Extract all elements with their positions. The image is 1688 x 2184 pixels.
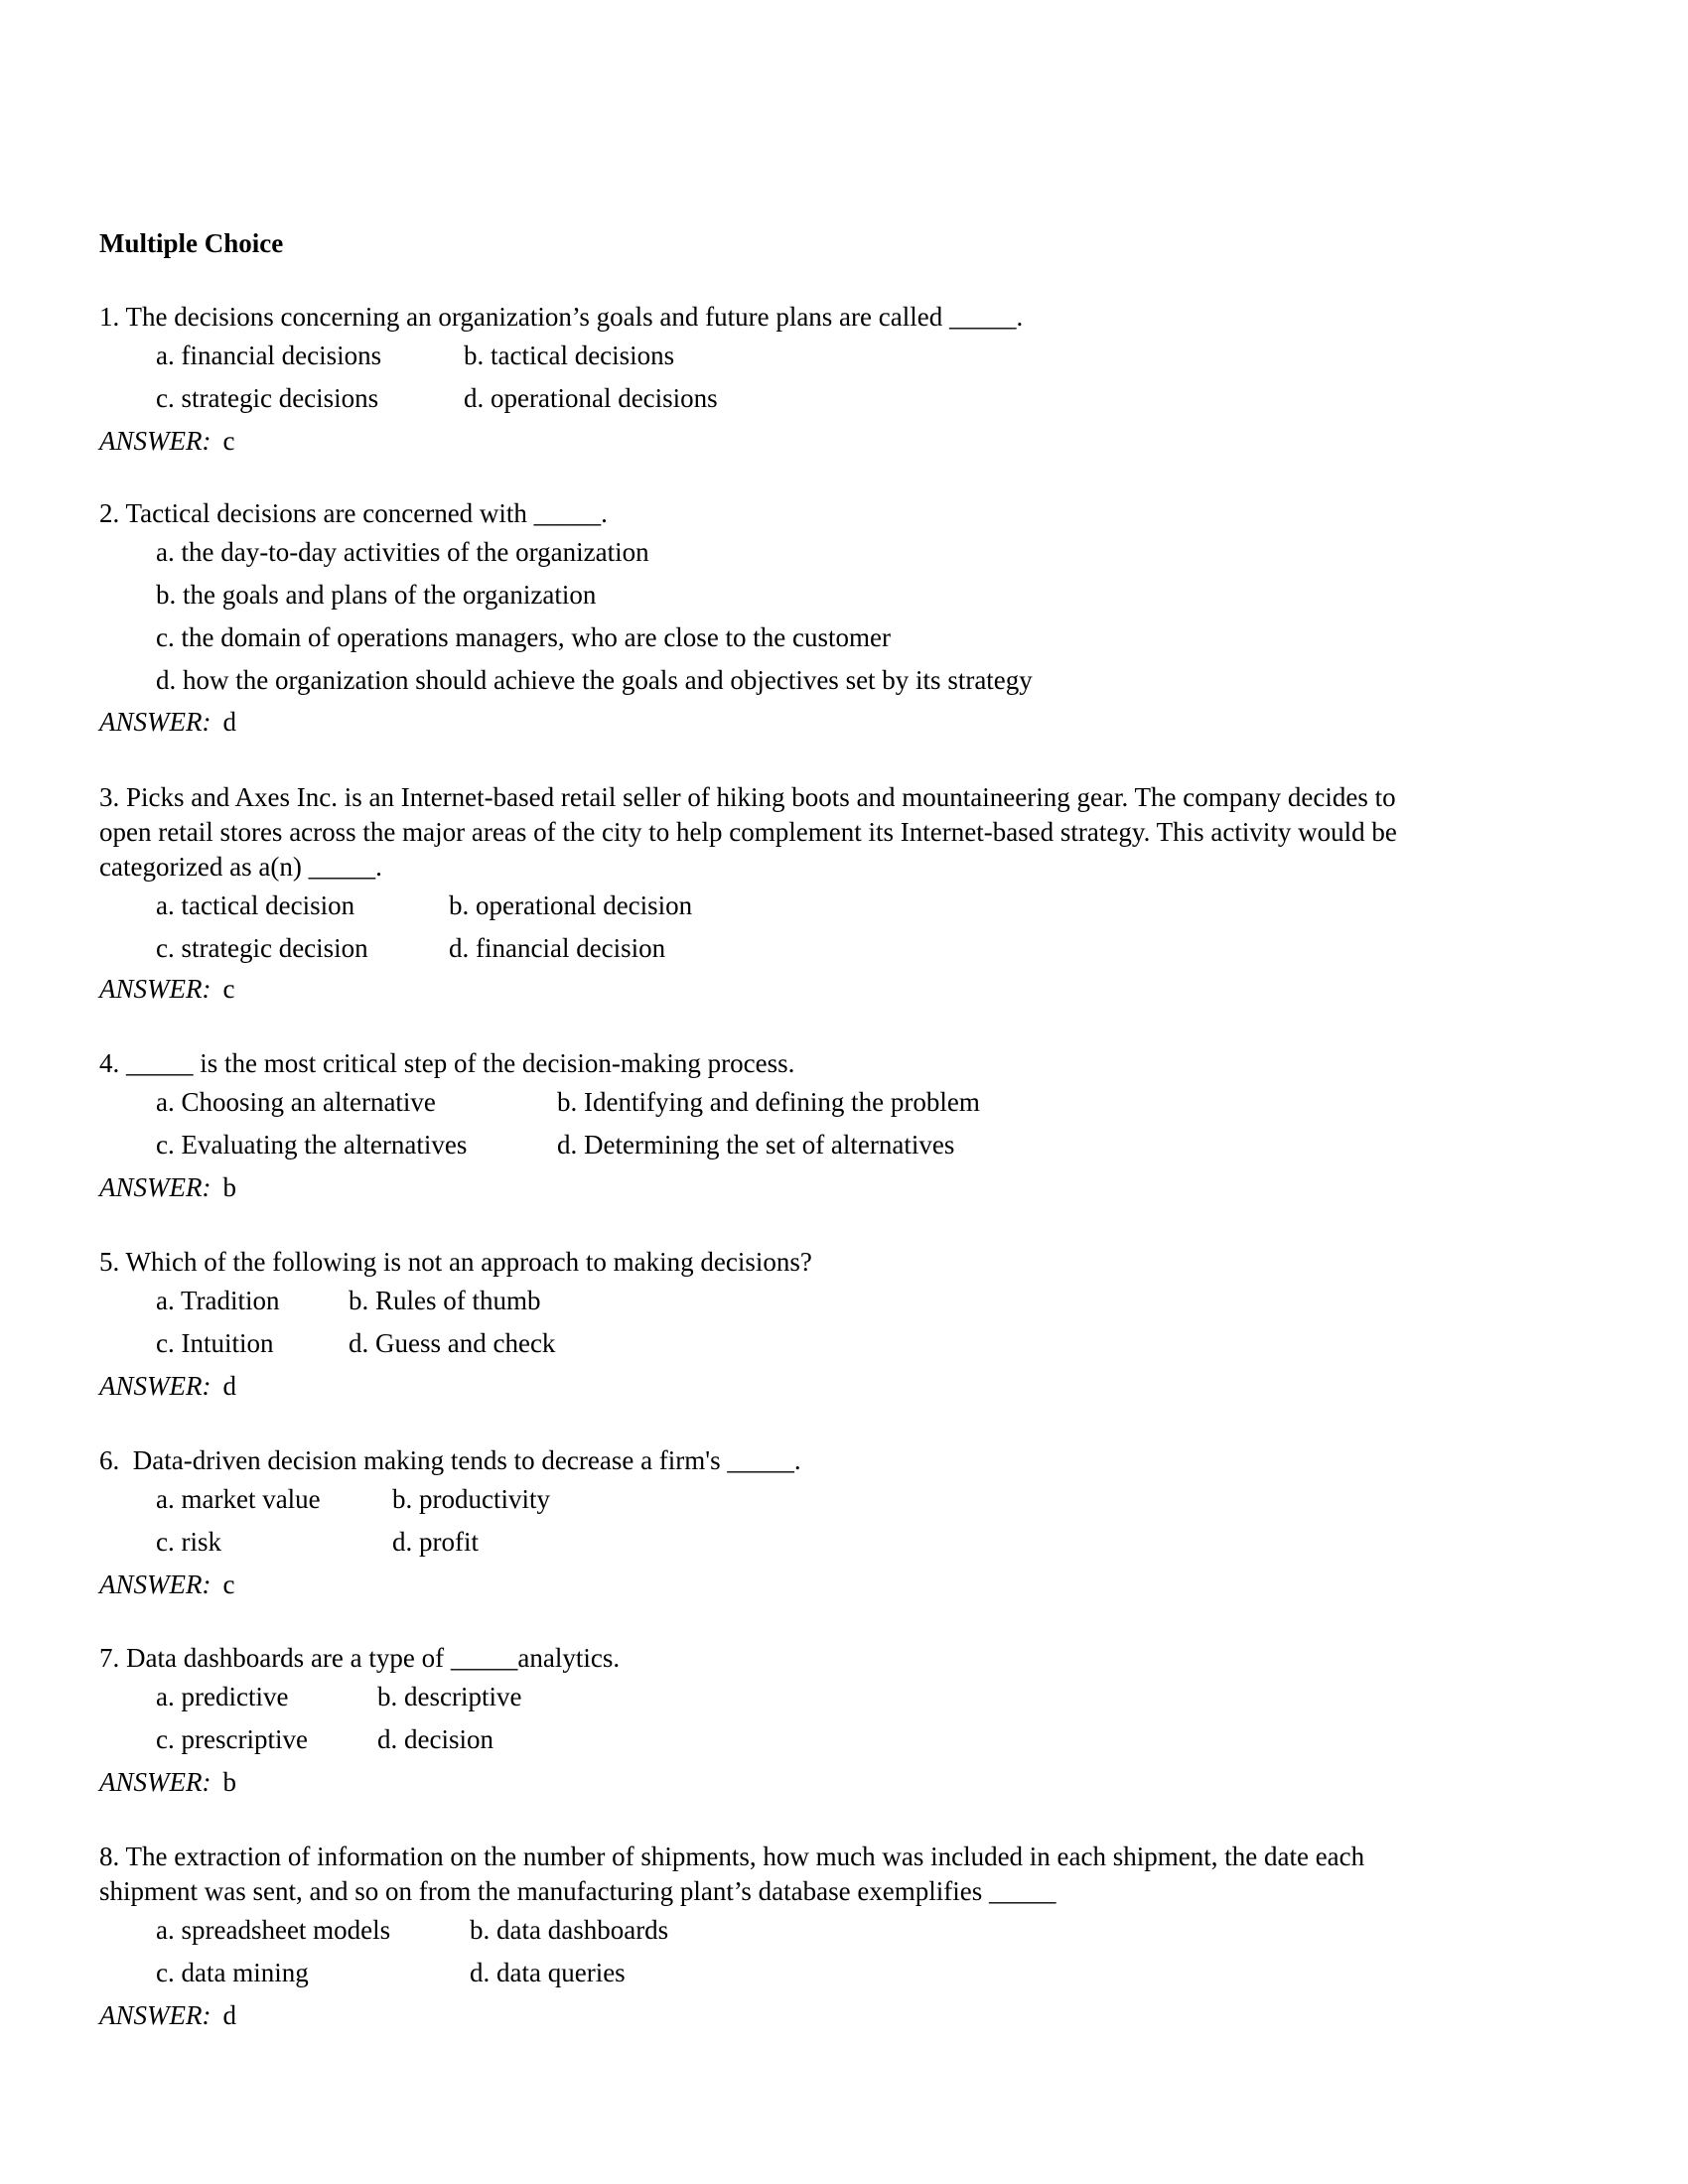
option-c: c. risk — [156, 1527, 221, 1557]
option-c: c. the domain of operations managers, who are close to the customer — [156, 622, 892, 652]
option-c: c. strategic decisions — [156, 383, 379, 413]
answer-label: ANSWER: — [99, 974, 211, 1004]
option-a: a. financial decisions — [156, 341, 382, 370]
question-text-line-2: shipment was sent, and so on from the manufacturing plant’s database exemplifies _____ — [99, 1876, 1056, 1906]
question-text: 2. Tactical decisions are concerned with _____. — [99, 498, 608, 528]
option-a: a. the day-to-day activities of the organization — [156, 537, 649, 567]
question-text-line-1: 3. Picks and Axes Inc. is an Internet-based retail seller of hiking boots and mountaineering gear. The company decides to — [99, 782, 1396, 812]
option-b: b. data dashboards — [470, 1915, 669, 1945]
answer-value: b — [222, 1767, 236, 1797]
answer-label: ANSWER: — [99, 426, 211, 456]
answer-label: ANSWER: — [99, 1371, 211, 1401]
option-d: d. operational decisions — [464, 383, 718, 413]
option-d: d. data queries — [470, 1958, 626, 1987]
option-b: b. Rules of thumb — [349, 1286, 541, 1315]
option-d: d. how the organization should achieve the goals and objectives set by its strategy — [156, 665, 1033, 695]
answer-value: b — [222, 1172, 236, 1202]
option-b: b. tactical decisions — [464, 341, 675, 370]
answer-value: c — [222, 974, 235, 1004]
question-text-line-2: open retail stores across the major areas of the city to help complement its Internet-based strategy. This activity would be — [99, 817, 1397, 847]
answer-label: ANSWER: — [99, 1767, 211, 1797]
option-b: b. productivity — [392, 1484, 550, 1514]
answer-line — [99, 1373, 236, 1400]
question-text: 1. The decisions concerning an organization’s goals and future plans are called _____. — [99, 302, 1024, 332]
question-text: 7. Data dashboards are a type of _____analytics. — [99, 1643, 621, 1673]
question-text: 4. _____ is the most critical step of the decision-making process. — [99, 1048, 795, 1078]
option-c: c. Intuition — [156, 1328, 274, 1358]
option-a: a. tactical decision — [156, 890, 355, 920]
answer-label: ANSWER: — [99, 707, 211, 737]
answer-value: d — [222, 2000, 236, 2030]
option-a: a. predictive — [156, 1682, 289, 1711]
option-d: d. Guess and check — [349, 1328, 556, 1358]
option-d: d. Determining the set of alternatives — [557, 1130, 955, 1160]
option-d: d. profit — [392, 1527, 479, 1557]
answer-value: c — [222, 1570, 235, 1599]
answer-line — [99, 2002, 236, 2029]
option-a: a. Tradition — [156, 1286, 280, 1315]
answer-label: ANSWER: — [99, 1172, 211, 1202]
question-text: 5. Which of the following is not an approach to making decisions? — [99, 1247, 812, 1277]
option-b: b. operational decision — [449, 890, 693, 920]
option-d: d. financial decision — [449, 933, 666, 963]
answer-label: ANSWER: — [99, 2000, 211, 2030]
question-text-line-3: categorized as a(n) _____. — [99, 852, 382, 882]
option-c: c. prescriptive — [156, 1724, 308, 1754]
option-b: b. Identifying and defining the problem — [557, 1087, 980, 1117]
option-b: b. descriptive — [377, 1682, 522, 1711]
answer-value: d — [222, 707, 236, 737]
option-c: c. Evaluating the alternatives — [156, 1130, 468, 1160]
answer-line — [99, 1571, 234, 1598]
answer-line — [99, 1174, 236, 1201]
option-b: b. the goals and plans of the organization — [156, 580, 597, 610]
question-text-line-1: 8. The extraction of information on the number of shipments, how much was included in each shipment, the date each — [99, 1842, 1365, 1871]
answer-value: d — [222, 1371, 236, 1401]
option-c: c. strategic decision — [156, 933, 368, 963]
option-a: a. market value — [156, 1484, 321, 1514]
answer-label: ANSWER: — [99, 1570, 211, 1599]
section-heading: Multiple Choice — [99, 228, 284, 258]
answer-line — [99, 709, 236, 736]
question-text: 6. Data-driven decision making tends to decrease a firm's _____. — [99, 1445, 801, 1475]
option-a: a. spreadsheet models — [156, 1915, 391, 1945]
answer-line — [99, 976, 234, 1003]
option-c: c. data mining — [156, 1958, 309, 1987]
option-d: d. decision — [377, 1724, 493, 1754]
answer-line — [99, 428, 234, 455]
answer-value: c — [222, 426, 235, 456]
option-a: a. Choosing an alternative — [156, 1087, 436, 1117]
answer-line — [99, 1769, 236, 1796]
